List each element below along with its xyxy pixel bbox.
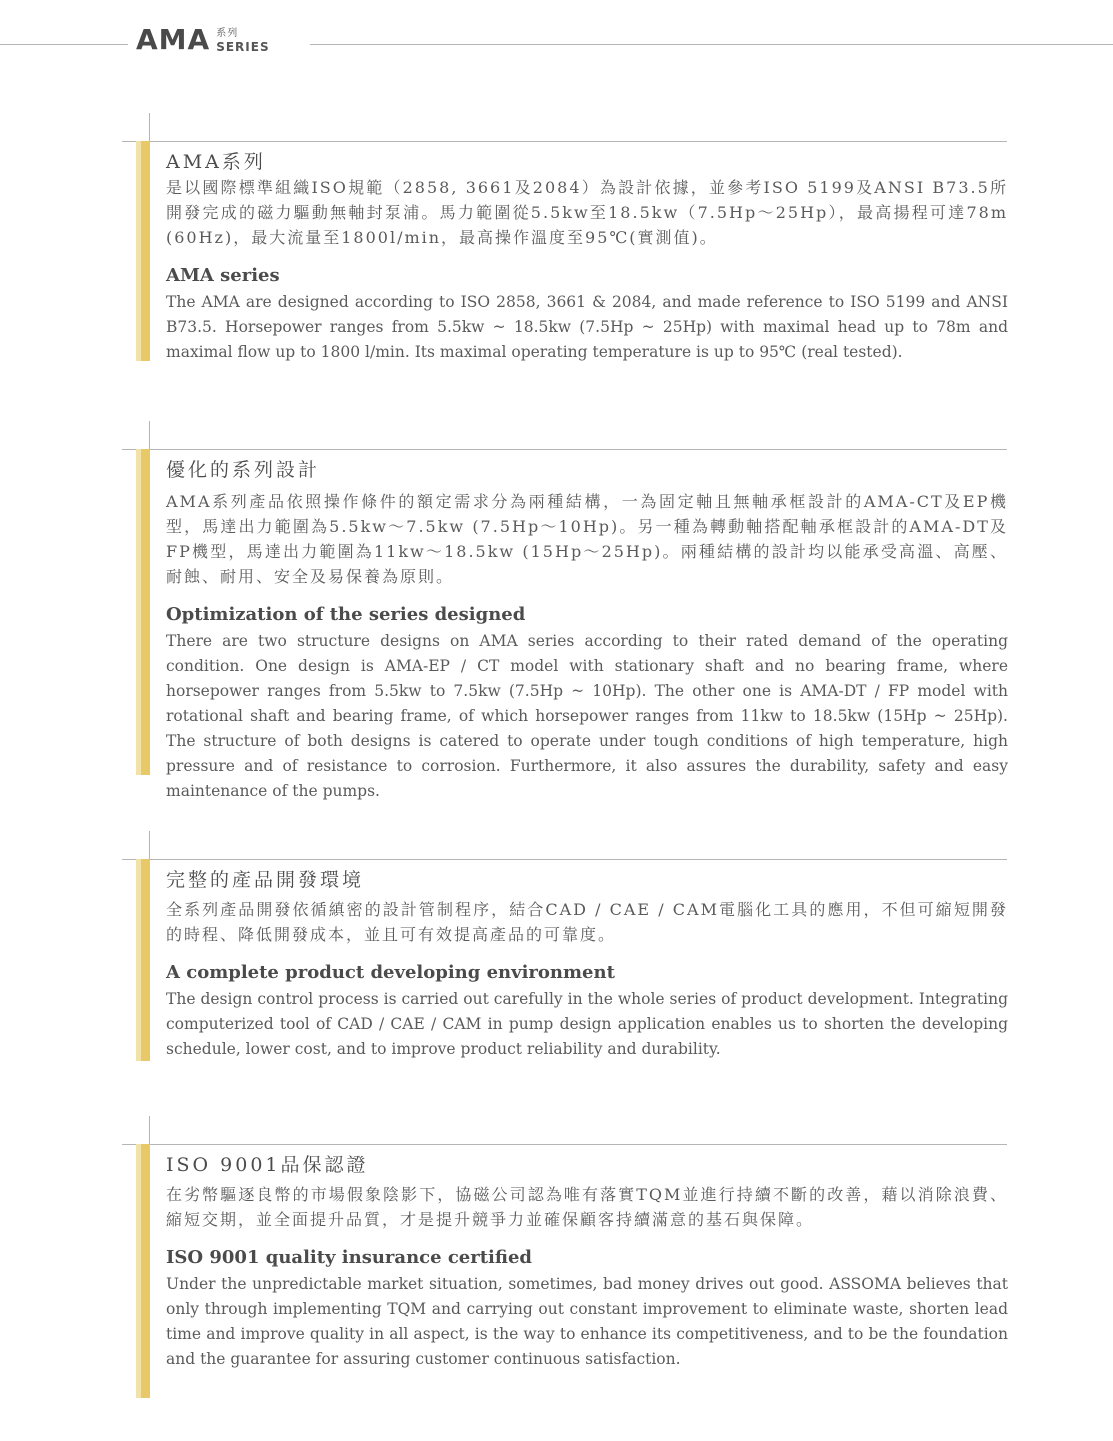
section-text-en: There are two structure designs on AMA series according to their rated demand of the operating condition. One design is AMA-EP / CT model with stationary shaft and no bearing frame, where horsepower ranges from 5.5kw to 7.5kw (7.5Hp ~ 10Hp). The other one is AMA-DT / FP model with rotational shaft and bearing frame, of which horsepower ranges from 11kw to 18.5kw (15Hp ~ 25Hp). The structure of both designs is catered to operate under tough conditions of high temperature, high pressure and of resistance to corrosion. Furthermore, it also assures the durability, safety and easy maintenance of the pumps. xyxy=(166,632,1008,800)
section-text-zh: 全系列產品開發依循縝密的設計管制程序，結合CAD / CAE / CAM電腦化工具的應用，不但可縮短開發的時程、降低開發成本，並且可有效提高產品的可靠度。 xyxy=(166,900,1008,944)
section-title-zh: 優化的系列設計 xyxy=(166,459,321,481)
section-accent-bar xyxy=(136,141,150,361)
header-rule-right xyxy=(310,44,1113,45)
section-title-zh: 完整的產品開發環境 xyxy=(166,869,365,891)
section-title-en: A complete product developing environment xyxy=(166,962,615,983)
header-rule-left xyxy=(0,44,128,45)
brand-name: AMA xyxy=(136,23,211,56)
section-title-zh: AMA系列 xyxy=(166,151,266,173)
section-divider xyxy=(122,1144,1007,1145)
section-title-en: Optimization of the series designed xyxy=(166,604,526,625)
section-content xyxy=(166,867,1008,1062)
brand-subtitle-zh: 系列 xyxy=(216,28,239,39)
section-title-en: AMA series xyxy=(166,265,280,286)
section-content xyxy=(166,1152,1008,1372)
section-divider xyxy=(122,449,1007,450)
section-accent-bar xyxy=(136,859,150,1061)
brand-subtitle xyxy=(216,24,269,54)
section-divider xyxy=(122,859,1007,860)
section-title-zh: ISO 9001品保認證 xyxy=(166,1154,369,1176)
section-content xyxy=(166,457,1008,804)
section-text-zh: 在劣幣驅逐良幣的市場假象陰影下，協磁公司認為唯有落實TQM並進行持續不斷的改善，藉以消除浪費、縮短交期，並全面提升品質，才是提升競爭力並確保顧客持續滿意的基石與保障。 xyxy=(166,1185,1008,1229)
section-text-en: The design control process is carried out carefully in the whole series of product development. Integrating computerized tool of CAD / CAE / CAM in pump design application enables us to shorten the developing schedule, lower cost, and to improve product reliability and durability. xyxy=(166,990,1008,1058)
section-text-en: Under the unpredictable market situation, sometimes, bad money drives out good. ASSOMA believes that only through implementing TQM and carrying out constant improvement to eliminate waste, shorten lead time and improve quality in all aspect, is the way to enhance its competitiveness, and to be the foundation and the guarantee for assuring customer continuous satisfaction. xyxy=(166,1275,1008,1368)
brand-subtitle-en: SERIES xyxy=(216,40,270,54)
section-accent-bar xyxy=(136,1144,150,1398)
section-text-zh: 是以國際標準組織ISO規範（2858, 3661及2084）為設計依據，並參考ISO 5199及ANSI B73.5所開發完成的磁力驅動無軸封泵浦。馬力範圍從5.5kw至18.5kw（7.5Hp～25Hp），最高揚程可達78m (60Hz)，最大流量至1800l/min，最高操作溫度至95℃(實測值)。 xyxy=(166,178,1008,247)
section-title-en: ISO 9001 quality insurance certified xyxy=(166,1247,533,1268)
section-vertical-rule xyxy=(149,113,150,141)
section-content xyxy=(166,149,1008,365)
section-vertical-rule xyxy=(149,1116,150,1144)
section-text-en: The AMA are designed according to ISO 2858, 3661 & 2084, and made reference to ISO 5199 and ANSI B73.5. Horsepower ranges from 5.5kw ~ 18.5kw (7.5Hp ~ 25Hp) with maximal head up to 78m and maximal flow up to 1800 l/min. Its maximal operating temperature is up to 95℃ (real tested). xyxy=(166,293,1008,361)
section-vertical-rule xyxy=(149,421,150,449)
section-accent-bar xyxy=(136,449,150,775)
section-vertical-rule xyxy=(149,831,150,859)
section-divider xyxy=(122,141,1007,142)
brand-logo xyxy=(136,24,270,56)
section-text-zh: AMA系列產品依照操作條件的額定需求分為兩種結構，一為固定軸且無軸承框設計的AMA-CT及EP機型，馬達出力範圍為5.5kw～7.5kw (7.5Hp～10Hp)。另一種為轉動軸搭配軸承框設計的AMA-DT及FP機型，馬達出力範圍為11kw～18.5kw (15Hp～25Hp)。兩種結構的設計均以能承受高溫、高壓、耐蝕、耐用、安全及易保養為原則。 xyxy=(166,492,1008,586)
